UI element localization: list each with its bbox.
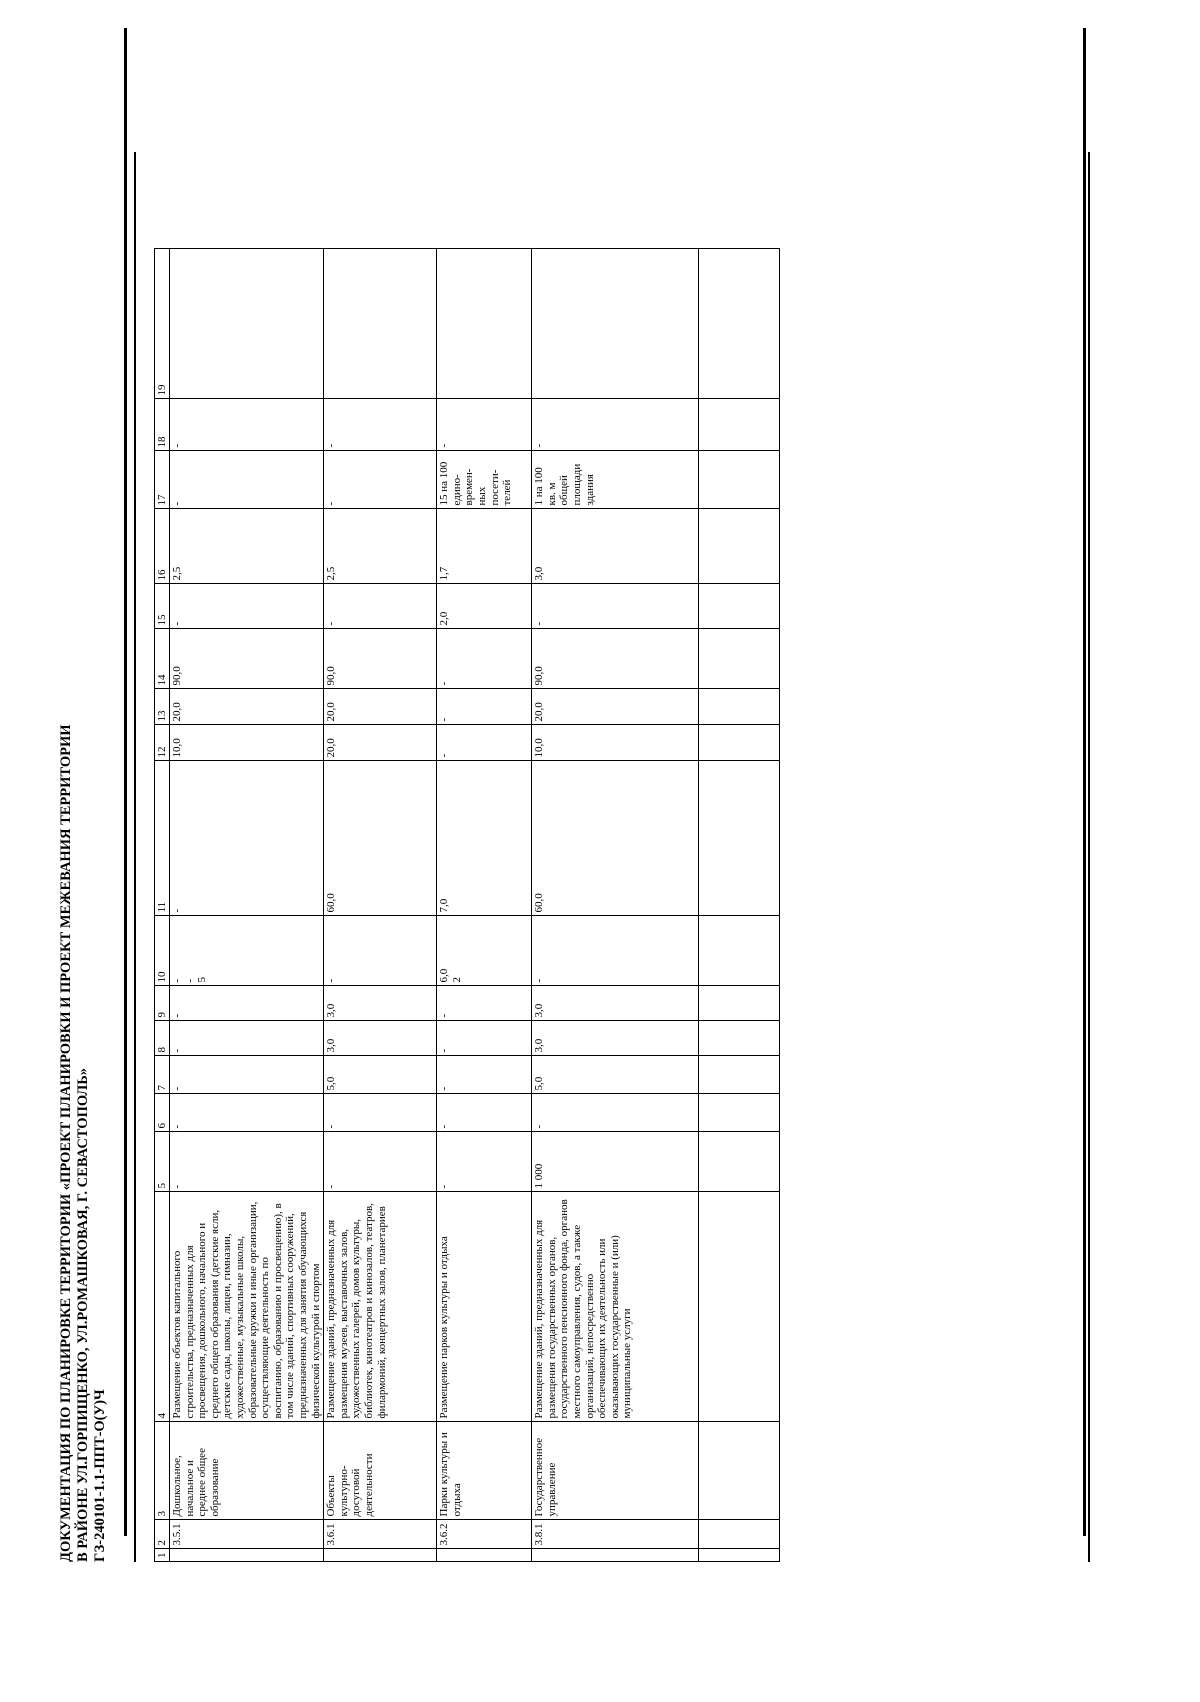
cell: 60,0 <box>324 761 437 916</box>
cell <box>532 249 699 399</box>
cell: 90,0 <box>324 629 437 689</box>
table-row <box>324 249 437 1562</box>
col-num: 5 <box>155 1132 170 1192</box>
cell <box>699 1422 780 1520</box>
cell-code: 3.6.2 <box>437 1520 532 1549</box>
cell: - <box>532 399 699 451</box>
cell: 5,0 <box>324 1056 437 1094</box>
col-num: 14 <box>155 629 170 689</box>
col-num: 12 <box>155 725 170 761</box>
cell <box>170 1549 324 1562</box>
cell: 3,0 <box>532 509 699 584</box>
cell: - <box>170 1056 324 1094</box>
header-line-1: ДОКУМЕНТАЦИЯ ПО ПЛАНИРОВКЕ ТЕРРИТОРИИ «ПРОЕКТ ПЛАНИРОВКИ И ПРОЕКТ МЕЖЕВАНИЯ ТЕРРИТОРИИ <box>58 724 74 1562</box>
cell: - <box>324 916 437 986</box>
cell: 3,0 <box>324 1021 437 1056</box>
col-num: 8 <box>155 1021 170 1056</box>
cell: - <box>324 584 437 629</box>
cell <box>699 916 780 986</box>
cell <box>437 916 532 986</box>
cell <box>437 1549 532 1562</box>
cell: 20,0 <box>532 689 699 725</box>
cell: - <box>170 986 324 1021</box>
column-number-row <box>155 249 170 1562</box>
cell: 10,0 <box>170 725 324 761</box>
cell-code: 3.8.1 <box>532 1520 699 1549</box>
cell: 90,0 <box>170 629 324 689</box>
cell: - <box>437 1094 532 1132</box>
cell: - <box>170 1021 324 1056</box>
cell: 1 на 100 кв. м общей площади здания <box>532 451 699 509</box>
cell <box>699 1520 780 1549</box>
cell: 60,0 <box>532 761 699 916</box>
cell: 2,5 <box>324 509 437 584</box>
cell <box>699 1021 780 1056</box>
col-num: 19 <box>155 249 170 399</box>
cell: - <box>532 1094 699 1132</box>
cell-description: Размещение зданий, предназначенных для размещения музеев, выставочных залов, художественных галерей, домов культуры, библиотек, кинотеатров и кинозалов, театров, филармоний, концертных залов, планетариев <box>324 1192 437 1422</box>
document-header <box>58 724 109 1562</box>
cell: 2,5 <box>170 509 324 584</box>
cell: 90,0 <box>532 629 699 689</box>
cell <box>699 451 780 509</box>
cell-use-name: Парки культуры и отдыха <box>437 1422 532 1520</box>
col-num: 10 <box>155 916 170 986</box>
cell: 3,0 <box>532 986 699 1021</box>
table-row <box>170 249 324 1562</box>
cell: 1,7 <box>437 509 532 584</box>
cell: 20,0 <box>170 689 324 725</box>
cell: - <box>170 761 324 916</box>
cell: 20,0 <box>324 725 437 761</box>
cell: - <box>437 629 532 689</box>
cell: 2,0 <box>437 584 532 629</box>
cell <box>699 584 780 629</box>
cell: - <box>170 399 324 451</box>
cell-use-name: Государственное управление <box>532 1422 699 1520</box>
col-num: 7 <box>155 1056 170 1094</box>
cell: 15 на 100 едино-времен-ных посети-телей <box>437 451 532 509</box>
cell: 1 000 <box>532 1132 699 1192</box>
cell: 5,0 <box>532 1056 699 1094</box>
cell: - <box>324 399 437 451</box>
header-rule <box>134 152 136 1562</box>
cell <box>170 249 324 399</box>
col-num: 13 <box>155 689 170 725</box>
cell: - <box>324 451 437 509</box>
cell: - <box>437 986 532 1021</box>
cell: - <box>437 689 532 725</box>
cell <box>437 249 532 399</box>
cell-line: - <box>183 978 196 983</box>
table-row <box>532 249 699 1562</box>
col-num: 4 <box>155 1192 170 1422</box>
cell-line: 2 <box>450 977 463 983</box>
cell <box>699 1056 780 1094</box>
cell <box>699 1094 780 1132</box>
cell <box>699 629 780 689</box>
cell: - <box>437 725 532 761</box>
cell <box>699 761 780 916</box>
col-num: 9 <box>155 986 170 1021</box>
cell <box>699 249 780 399</box>
col-num: 18 <box>155 399 170 451</box>
table-row <box>437 249 532 1562</box>
col-num: 16 <box>155 509 170 584</box>
header-line-3: ГЗ-240101-1.1-ППТ-О(У)Ч <box>92 1389 108 1562</box>
cell <box>532 1549 699 1562</box>
cell: - <box>437 1132 532 1192</box>
cell <box>699 1192 780 1422</box>
cell <box>324 249 437 399</box>
cell: 7,0 <box>437 761 532 916</box>
cell: 10,0 <box>532 725 699 761</box>
cell-description: Размещение зданий, предназначенных для размещения государственных органов, государственного пенсионного фонда, органов местного самоуправления, судов, а также организаций, непосредственно обеспечивающих их деятельность или оказывающих государственные и (или) муниципальные услуги <box>532 1192 699 1422</box>
col-num: 3 <box>155 1422 170 1520</box>
cell: - <box>437 399 532 451</box>
col-num: 11 <box>155 761 170 916</box>
cell: - <box>170 584 324 629</box>
cell: 20,0 <box>324 689 437 725</box>
col-num: 17 <box>155 451 170 509</box>
cell-line: 6,0 <box>438 968 451 983</box>
cell-code: 3.6.1 <box>324 1520 437 1549</box>
cell <box>699 986 780 1021</box>
cell <box>699 1549 780 1562</box>
cell: 3,0 <box>324 986 437 1021</box>
cell: - <box>324 1094 437 1132</box>
cell: - <box>324 1132 437 1192</box>
cell-description: Размещение объектов капитального строительства, предназначенных для просвещения, дошкольного, начального и среднего общего образования (детские ясли, детские сады, школы, лицеи, гимназии, художественные, музыкальные школы, образовательные кружки и иные организации, осуществляющие деятельность по воспитанию, образованию и просвещению), в том числе зданий, спортивных сооружений, предназначенных для занятия обучающихся физической культурой и спортом <box>170 1192 324 1422</box>
cell <box>699 689 780 725</box>
cell <box>699 399 780 451</box>
table-row-empty <box>699 249 780 1562</box>
cell: - <box>437 1056 532 1094</box>
cell: - <box>437 1021 532 1056</box>
cell <box>324 1549 437 1562</box>
col-num: 6 <box>155 1094 170 1132</box>
cell-use-name: Объекты культурно-досуговой деятельности <box>324 1422 437 1520</box>
cell-line: 5 <box>196 977 209 983</box>
cell: 3,0 <box>532 1021 699 1056</box>
col-num: 1 <box>155 1549 170 1562</box>
cell-use-name: Дошкольное, начальное и среднее общее образование <box>170 1422 324 1520</box>
bottom-rule <box>1088 152 1090 1562</box>
col-num: 15 <box>155 584 170 629</box>
cell: - <box>170 451 324 509</box>
cell <box>699 1132 780 1192</box>
cell: - <box>532 916 699 986</box>
cell <box>699 509 780 584</box>
zoning-table <box>154 249 780 1563</box>
cell: - <box>170 1132 324 1192</box>
cell: - <box>532 584 699 629</box>
col-num: 2 <box>155 1520 170 1549</box>
cell-code: 3.5.1 <box>170 1520 324 1549</box>
cell-description: Размещение парков культуры и отдыха <box>437 1192 532 1422</box>
cell: - <box>170 1094 324 1132</box>
header-line-2: В РАЙОНЕ УЛ.ГОРПИЩЕНКО, УЛ.РОМАШКОВАЯ, Г. СЕВАСТОПОЛЬ» <box>75 1067 91 1562</box>
cell <box>699 725 780 761</box>
cell <box>170 916 324 986</box>
cell-line: - <box>171 978 183 983</box>
